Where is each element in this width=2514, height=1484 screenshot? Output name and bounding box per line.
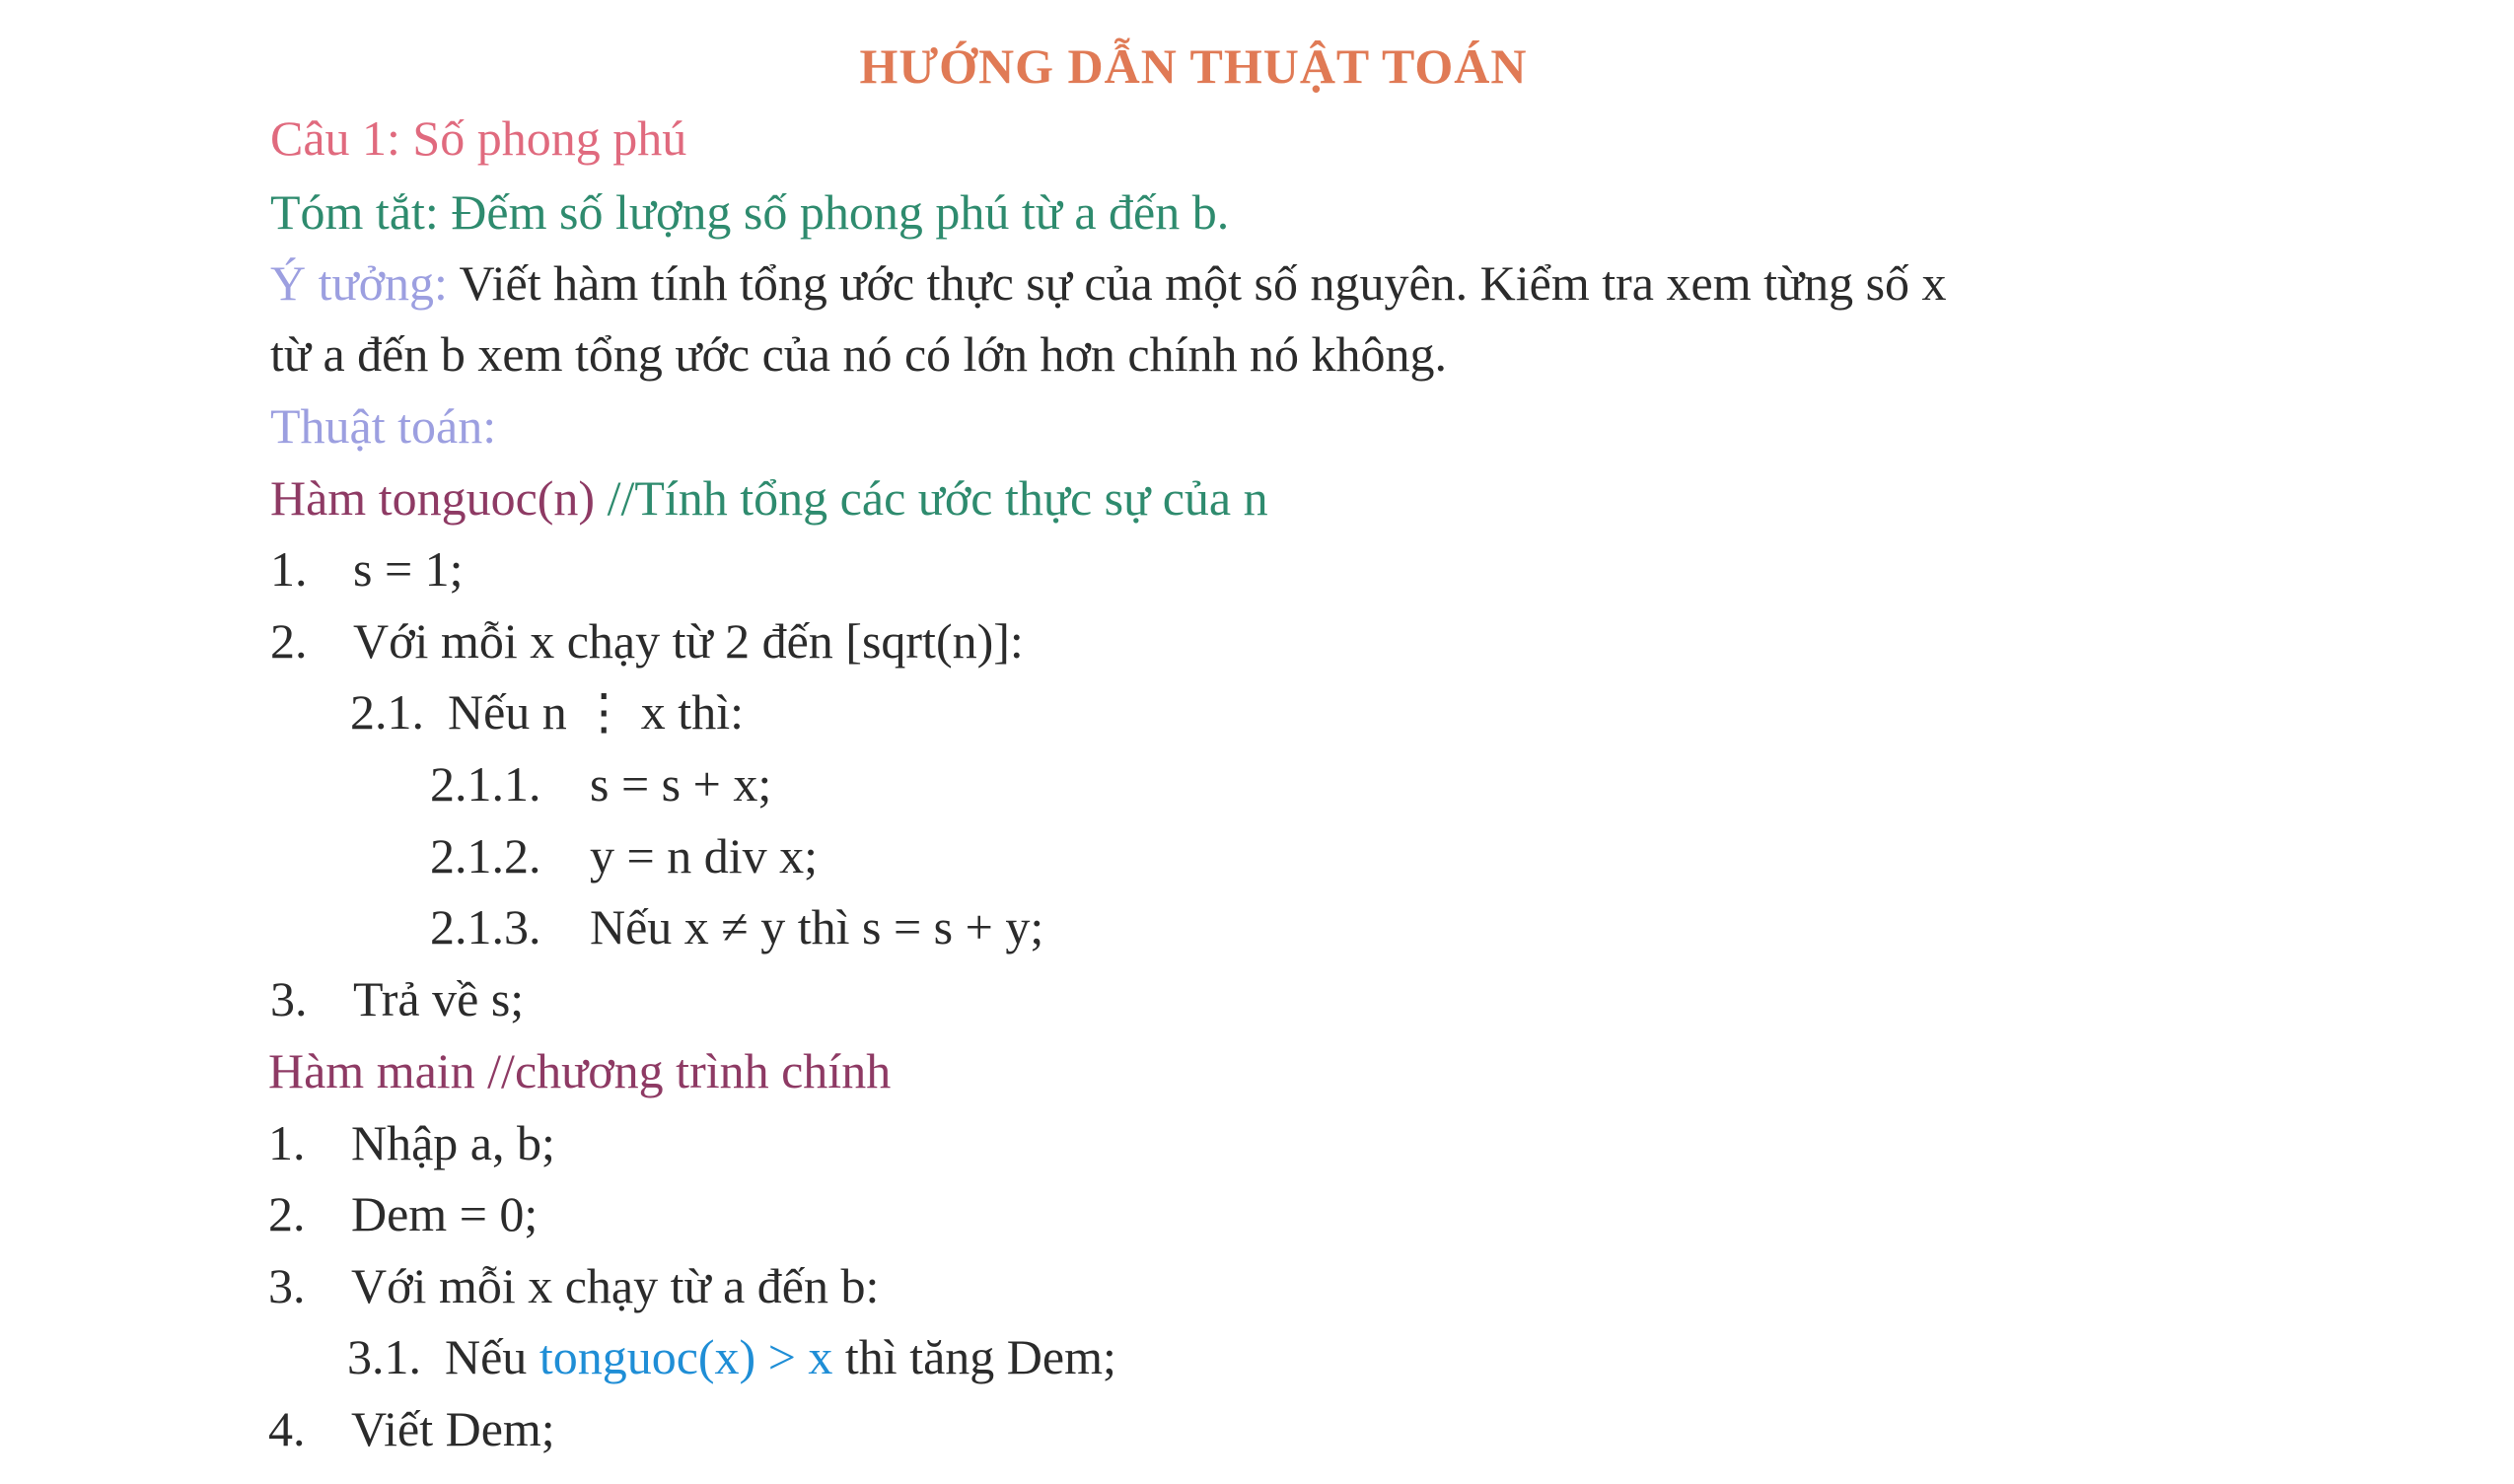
- algorithm-label: Thuật toán:: [270, 398, 497, 454]
- page-title: HƯỚNG DẪN THUẬT TOÁN: [859, 38, 1528, 94]
- tonguoc-substep: [350, 682, 744, 742]
- main-step: [268, 1399, 555, 1458]
- step-number: 2.: [270, 613, 308, 669]
- step-text: Dem = 0;: [351, 1186, 539, 1241]
- step-text-after: thì tăng Dem;: [844, 1329, 1116, 1384]
- step-text: y = n div x;: [590, 828, 818, 883]
- tonguoc-subsubstep: [430, 754, 771, 813]
- step-text: Với mỗi x chạy từ a đến b:: [351, 1258, 880, 1313]
- step-text: s = s + x;: [590, 756, 772, 812]
- idea-label: Ý tưởng:: [270, 255, 448, 311]
- step-text: Nếu n ⋮ x thì:: [448, 684, 744, 740]
- step-number: 3.: [270, 971, 308, 1026]
- tonguoc-subsubstep: [430, 897, 1043, 956]
- idea-line-2: từ a đến b xem tổng ước của nó có lớn hơn chính nó không.: [270, 326, 1448, 382]
- step-text: Viết Dem;: [351, 1401, 555, 1456]
- main-step: [268, 1113, 555, 1172]
- main-header: Hàm main //chương trình chính: [268, 1043, 892, 1098]
- step-number: 1.: [270, 541, 308, 597]
- tonguoc-step: [270, 539, 464, 599]
- step-number: 2.1.1.: [430, 756, 541, 812]
- tonguoc-step: [270, 611, 1024, 671]
- step-text: s = 1;: [353, 541, 464, 597]
- step-number: 2.1.3.: [430, 899, 541, 954]
- step-text: Trả về s;: [353, 971, 525, 1026]
- step-number: 3.: [268, 1258, 306, 1313]
- step-text: Nếu x ≠ y thì s = s + y;: [590, 899, 1044, 954]
- step-number: 4.: [268, 1401, 306, 1456]
- tonguoc-step: [270, 969, 524, 1028]
- question-heading: Câu 1: Số phong phú: [270, 110, 687, 166]
- step-text-before: Nếu: [445, 1329, 528, 1384]
- step-text: Với mỗi x chạy từ 2 đến [sqrt(n)]:: [353, 613, 1024, 669]
- step-text: Nhập a, b;: [351, 1115, 555, 1170]
- step-number: 3.1.: [347, 1329, 421, 1384]
- idea-text-1: Viết hàm tính tổng ước thực sự của một số nguyên. Kiểm tra xem từng số x: [459, 255, 1947, 311]
- step-number: 2.: [268, 1186, 306, 1241]
- step-number: 1.: [268, 1115, 306, 1170]
- step-number: 2.1.: [350, 684, 424, 740]
- main-step: [268, 1184, 538, 1243]
- condition-highlight: tonguoc(x) > x: [539, 1329, 833, 1384]
- idea-line-1: [270, 253, 1947, 313]
- main-substep: [347, 1327, 1116, 1386]
- tonguoc-header: [270, 468, 1268, 528]
- main-step: [268, 1256, 879, 1315]
- summary-text: Tóm tắt: Đếm số lượng số phong phú từ a đến b.: [270, 184, 1230, 240]
- tonguoc-subsubstep: [430, 826, 818, 885]
- tonguoc-title: Hàm tonguoc(n): [270, 470, 596, 526]
- step-number: 2.1.2.: [430, 828, 541, 883]
- tonguoc-comment: //Tính tổng các ước thực sự của n: [607, 470, 1268, 526]
